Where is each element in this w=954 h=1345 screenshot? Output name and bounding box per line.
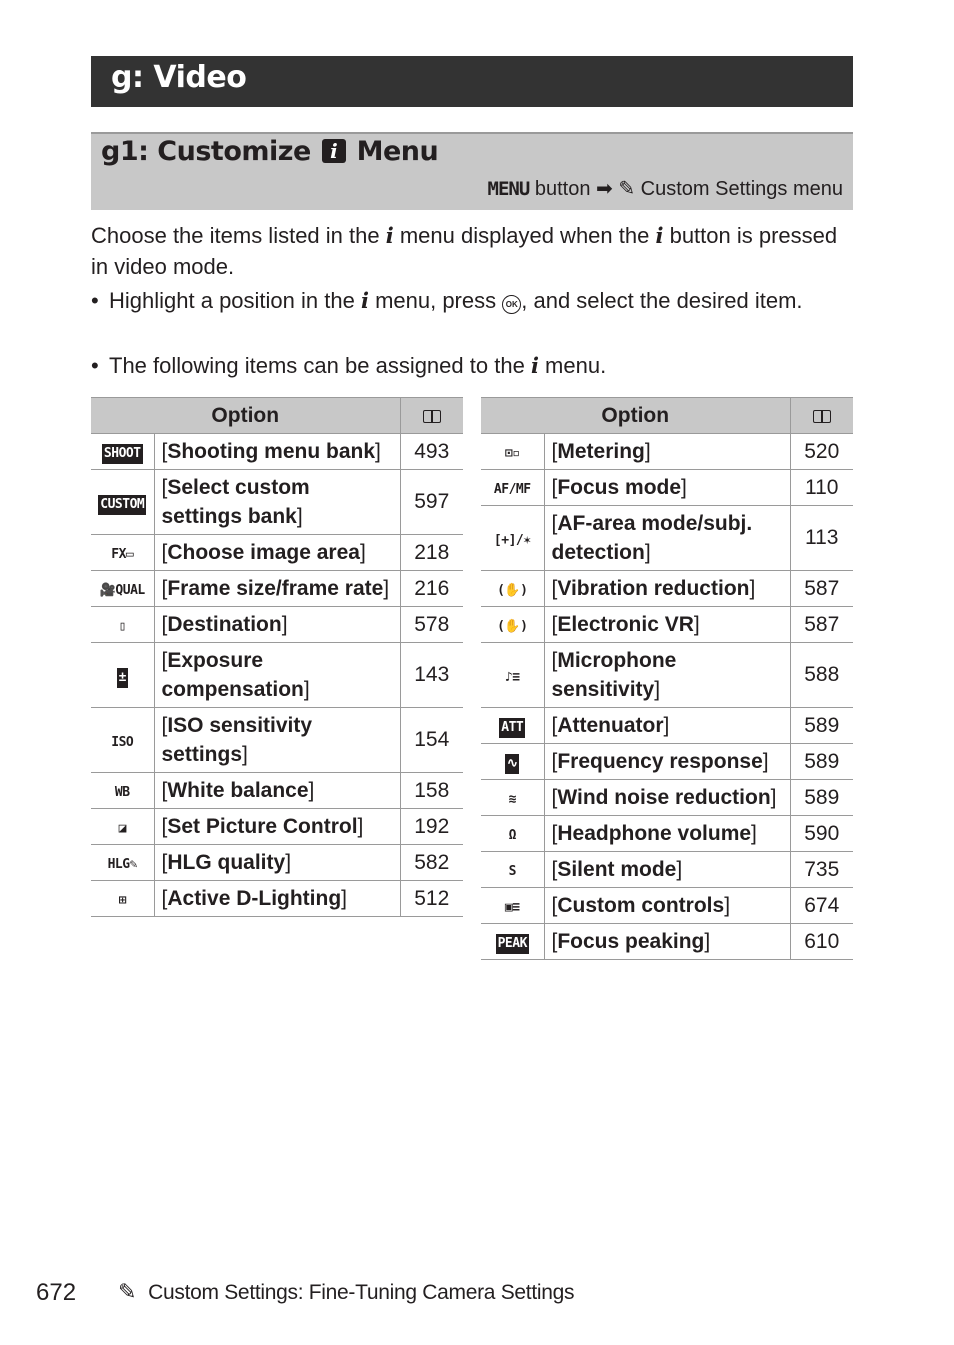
book-icon <box>813 410 831 423</box>
page-reference: 589 <box>790 744 853 780</box>
option-name-cell: [Vibration reduction] <box>544 571 790 607</box>
option-name-cell: [Set Picture Control] <box>154 809 400 845</box>
table-row <box>481 816 853 852</box>
footer-chapter-title: Custom Settings: Fine-Tuning Camera Settings <box>148 1281 575 1304</box>
page-reference: 216 <box>400 571 463 607</box>
option-name-cell: [ISO sensitivity settings] <box>154 708 400 773</box>
page-reference: 113 <box>790 506 853 571</box>
option-icon-cell <box>481 888 544 924</box>
intro-paragraph: Choose the items listed in the i menu displayed when the i button is pressed in video mode. <box>91 223 838 279</box>
section-title: g: Video <box>111 60 247 95</box>
option-icon-cell <box>481 852 544 888</box>
subsection-title-suffix: Menu <box>356 136 439 167</box>
option-name-cell: [Choose image area] <box>154 535 400 571</box>
page-reference: 512 <box>400 881 463 917</box>
option-icon-cell <box>91 434 154 470</box>
option-name-cell: [Active D-Lighting] <box>154 881 400 917</box>
option-name: Focus peaking <box>557 930 705 953</box>
card-icon: ▯ <box>118 619 126 634</box>
option-icon-cell <box>481 470 544 506</box>
option-name: Select custom settings bank <box>161 476 310 528</box>
table-row <box>481 888 853 924</box>
option-column-header: Option <box>91 398 400 434</box>
page-reference: 218 <box>400 535 463 571</box>
silent-mode-icon: S <box>508 864 516 879</box>
options-table-left <box>91 397 463 917</box>
option-icon-cell <box>481 708 544 744</box>
option-name: Vibration reduction <box>557 577 750 600</box>
option-name: ISO sensitivity settings <box>161 714 313 766</box>
page-reference: 735 <box>790 852 853 888</box>
page-reference: 493 <box>400 434 463 470</box>
image-area-icon: FX▭ <box>111 547 134 562</box>
option-name-cell: [Custom controls] <box>544 888 790 924</box>
microphone-icon: ♪≡ <box>504 669 520 685</box>
option-name: Destination <box>167 613 282 636</box>
table-row <box>481 434 853 470</box>
bullet-item: • Highlight a position in the i menu, press OK , and select the desired item. <box>91 285 853 316</box>
hlg-quality-icon: HLG✎ <box>107 857 137 872</box>
option-name: AF-area mode/subj. detection <box>551 512 753 564</box>
option-icon-cell <box>481 607 544 643</box>
page-reference: 143 <box>400 643 463 708</box>
option-name-cell: [Attenuator] <box>544 708 790 744</box>
option-icon-cell <box>91 470 154 535</box>
subsection-title <box>101 136 438 167</box>
table-row <box>91 571 463 607</box>
page-reference: 589 <box>790 708 853 744</box>
option-name: Choose image area <box>167 541 360 564</box>
option-name-cell: [Microphone sensitivity] <box>544 643 790 708</box>
table-row <box>91 643 463 708</box>
option-name-cell: [Frequency response] <box>544 744 790 780</box>
page-reference: 154 <box>400 708 463 773</box>
option-name: Custom controls <box>557 894 725 917</box>
option-icon-cell <box>91 535 154 571</box>
option-icon-cell <box>91 708 154 773</box>
option-name: Microphone sensitivity <box>551 649 677 701</box>
table-row <box>481 924 853 960</box>
option-icon-cell <box>481 744 544 780</box>
option-icon-cell <box>481 816 544 852</box>
book-icon <box>423 410 441 423</box>
option-name-cell: [Headphone volume] <box>544 816 790 852</box>
option-icon-cell <box>91 773 154 809</box>
page-reference: 587 <box>790 571 853 607</box>
page-reference: 582 <box>400 845 463 881</box>
pencil-icon: ✎ <box>118 1279 137 1304</box>
i-menu-icon: i <box>322 139 346 163</box>
option-name: Metering <box>557 440 645 463</box>
menu-button-icon: MENU <box>487 178 530 200</box>
table-row <box>481 852 853 888</box>
table-row <box>91 607 463 643</box>
option-name-cell: [Frame size/frame rate] <box>154 571 400 607</box>
option-name: Wind noise reduction <box>557 786 771 809</box>
option-icon-cell <box>91 607 154 643</box>
option-name: Headphone volume <box>557 822 752 845</box>
table-row <box>91 845 463 881</box>
option-icon-cell <box>481 643 544 708</box>
shoot-bank-icon: SHOOT <box>102 444 143 464</box>
af-area-icon: [+]/✶ <box>493 532 531 548</box>
menu-path-label: Custom Settings menu <box>640 178 843 200</box>
page-reference: 597 <box>400 470 463 535</box>
page-reference: 192 <box>400 809 463 845</box>
table-row <box>481 643 853 708</box>
option-name-cell: [Focus peaking] <box>544 924 790 960</box>
option-name: Silent mode <box>557 858 677 881</box>
options-table-right <box>481 397 853 960</box>
option-name: Frame size/frame rate <box>167 577 384 600</box>
custom-controls-icon: ▣≡ <box>504 900 520 915</box>
option-icon-cell <box>91 643 154 708</box>
table-row <box>91 535 463 571</box>
ok-button-icon: OK <box>502 295 521 314</box>
table-row <box>481 607 853 643</box>
option-name-cell: [Wind noise reduction] <box>544 780 790 816</box>
page-reference-header <box>790 398 853 434</box>
i-button-icon: i <box>360 288 369 313</box>
menu-path-button-label: button <box>534 178 591 200</box>
table-row <box>91 434 463 470</box>
table-row <box>91 470 463 535</box>
custom-bank-icon: CUSTOM <box>98 495 146 515</box>
wind-noise-icon: ≋ <box>508 792 516 807</box>
option-name: White balance <box>167 779 309 802</box>
page-reference-header <box>400 398 463 434</box>
option-icon-cell <box>481 780 544 816</box>
movie-quality-icon: 🎥QUAL <box>99 583 145 598</box>
table-row <box>91 708 463 773</box>
option-name-cell: [HLG quality] <box>154 845 400 881</box>
section-title-bar <box>91 56 853 107</box>
i-button-icon: i <box>385 223 394 248</box>
vibration-reduction-icon: (✋) <box>497 583 528 598</box>
active-d-lighting-icon: ⊞ <box>118 893 126 908</box>
option-name-cell: [AF-area mode/subj. detection] <box>544 506 790 571</box>
page-reference: 610 <box>790 924 853 960</box>
bullet-item: • The following items can be assigned to the i menu. <box>91 350 853 381</box>
option-name: Electronic VR <box>557 613 694 636</box>
attenuator-icon: ATT <box>499 718 525 738</box>
option-name: Focus mode <box>557 476 682 499</box>
table-row <box>91 773 463 809</box>
table-row <box>91 881 463 917</box>
page-reference: 520 <box>790 434 853 470</box>
focus-mode-icon: AF/MF <box>493 482 531 497</box>
page-number: 672 <box>36 1279 77 1306</box>
pencil-icon: ✎ <box>618 178 636 200</box>
option-name-cell: [Destination] <box>154 607 400 643</box>
option-name: Shooting menu bank <box>167 440 376 463</box>
table-row <box>481 571 853 607</box>
option-name-cell: [Focus mode] <box>544 470 790 506</box>
table-row <box>481 470 853 506</box>
white-balance-icon: WB <box>114 785 130 800</box>
option-name-cell: [Exposure compensation] <box>154 643 400 708</box>
table-row <box>91 809 463 845</box>
frequency-response-icon: ∿ <box>505 754 519 774</box>
page-reference: 588 <box>790 643 853 708</box>
option-name-cell: [Silent mode] <box>544 852 790 888</box>
menu-path <box>488 176 843 201</box>
table-header-row <box>91 398 463 434</box>
option-name-cell: [Shooting menu bank] <box>154 434 400 470</box>
option-icon-cell <box>91 809 154 845</box>
option-name: Frequency response <box>557 750 763 773</box>
exposure-comp-icon: ± <box>117 668 128 688</box>
option-name: Active D-Lighting <box>167 887 342 910</box>
option-icon-cell <box>91 571 154 607</box>
table-row <box>481 708 853 744</box>
option-icon-cell <box>91 845 154 881</box>
footer-chapter <box>118 1279 574 1305</box>
option-name-cell: [White balance] <box>154 773 400 809</box>
option-name-cell: [Metering] <box>544 434 790 470</box>
page-reference: 590 <box>790 816 853 852</box>
page-reference: 578 <box>400 607 463 643</box>
subsection-header <box>91 132 853 210</box>
option-icon-cell <box>481 924 544 960</box>
page-reference: 158 <box>400 773 463 809</box>
table-header-row <box>481 398 853 434</box>
i-button-icon: i <box>530 353 539 378</box>
option-name-cell: [Select custom settings bank] <box>154 470 400 535</box>
option-column-header: Option <box>481 398 790 434</box>
option-name: Attenuator <box>557 714 664 737</box>
option-name: Set Picture Control <box>167 815 358 838</box>
picture-control-icon: ◪ <box>118 821 126 836</box>
electronic-vr-icon: (✋) <box>497 619 528 634</box>
option-icon-cell <box>91 881 154 917</box>
i-button-icon: i <box>655 223 664 248</box>
page-reference: 587 <box>790 607 853 643</box>
option-name: HLG quality <box>167 851 286 874</box>
metering-icon: ⊡▫ <box>504 446 520 461</box>
option-icon-cell <box>481 571 544 607</box>
option-name-cell: [Electronic VR] <box>544 607 790 643</box>
arrow-right-icon: ➡ <box>596 178 613 200</box>
page-reference: 674 <box>790 888 853 924</box>
option-name: Exposure compensation <box>161 649 304 701</box>
page-reference: 110 <box>790 470 853 506</box>
table-row <box>481 780 853 816</box>
option-icon-cell <box>481 434 544 470</box>
iso-icon: ISO <box>111 734 134 750</box>
page-reference: 589 <box>790 780 853 816</box>
subsection-title-prefix: g1: Customize <box>101 136 311 167</box>
table-row <box>481 744 853 780</box>
focus-peaking-icon: PEAK <box>496 934 529 954</box>
option-icon-cell <box>481 506 544 571</box>
table-row <box>481 506 853 571</box>
headphone-icon: Ω <box>508 828 516 843</box>
